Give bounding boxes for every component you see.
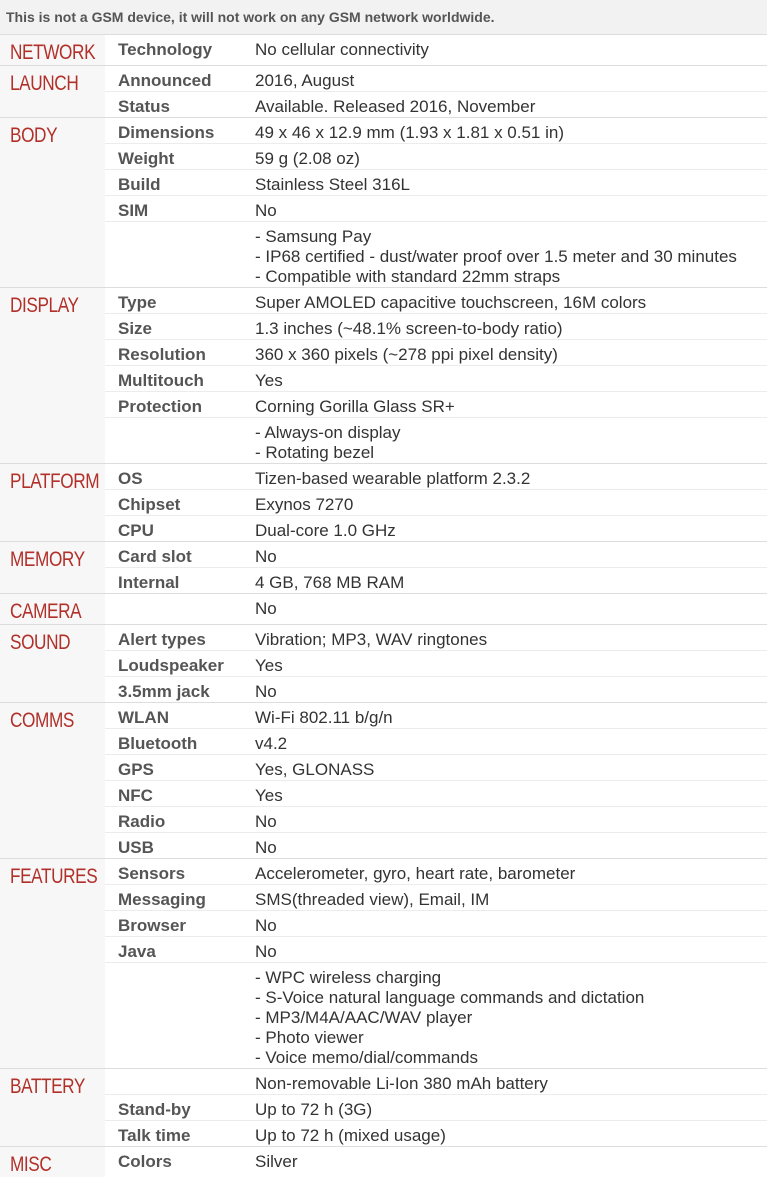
spec-value: 59 g (2.08 oz) bbox=[244, 144, 767, 170]
spec-row bbox=[0, 35, 767, 66]
spec-row bbox=[0, 314, 767, 340]
spec-title[interactable]: NFC bbox=[105, 781, 244, 807]
spec-category-heading[interactable] bbox=[0, 625, 105, 703]
spec-value: Silver bbox=[244, 1147, 767, 1177]
spec-title[interactable]: Radio bbox=[105, 807, 244, 833]
spec-row bbox=[0, 1095, 767, 1121]
spec-title[interactable]: USB bbox=[105, 833, 244, 859]
spec-title[interactable]: Stand-by bbox=[105, 1095, 244, 1121]
spec-row bbox=[0, 340, 767, 366]
spec-title[interactable]: Sensors bbox=[105, 859, 244, 885]
spec-row bbox=[0, 144, 767, 170]
spec-value: Yes bbox=[244, 366, 767, 392]
spec-row bbox=[0, 937, 767, 963]
spec-value: 49 x 46 x 12.9 mm (1.93 x 1.81 x 0.51 in) bbox=[244, 118, 767, 144]
spec-category-label: SOUND bbox=[10, 631, 70, 655]
spec-row bbox=[0, 859, 767, 885]
spec-title[interactable]: GPS bbox=[105, 755, 244, 781]
spec-value: 4 GB, 768 MB RAM bbox=[244, 568, 767, 594]
spec-row bbox=[0, 807, 767, 833]
spec-value: - Always-on display - Rotating bezel bbox=[244, 418, 767, 464]
spec-row bbox=[0, 755, 767, 781]
spec-value: v4.2 bbox=[244, 729, 767, 755]
spec-section-battery bbox=[0, 1069, 767, 1147]
spec-title[interactable]: SIM bbox=[105, 196, 244, 222]
spec-title bbox=[105, 418, 244, 464]
spec-value: 2016, August bbox=[244, 66, 767, 92]
spec-row bbox=[0, 729, 767, 755]
spec-value: Vibration; MP3, WAV ringtones bbox=[244, 625, 767, 651]
spec-title[interactable]: Messaging bbox=[105, 885, 244, 911]
spec-value: Dual-core 1.0 GHz bbox=[244, 516, 767, 542]
spec-section-comms bbox=[0, 703, 767, 859]
spec-title[interactable]: Dimensions bbox=[105, 118, 244, 144]
spec-category-label: DISPLAY bbox=[10, 294, 79, 318]
spec-row bbox=[0, 118, 767, 144]
spec-title[interactable]: Colors bbox=[105, 1147, 244, 1177]
spec-row bbox=[0, 885, 767, 911]
spec-value: Corning Gorilla Glass SR+ bbox=[244, 392, 767, 418]
spec-title[interactable]: Size bbox=[105, 314, 244, 340]
spec-row bbox=[0, 963, 767, 1069]
spec-row bbox=[0, 464, 767, 490]
spec-category-label: COMMS bbox=[10, 709, 74, 733]
spec-row bbox=[0, 222, 767, 288]
spec-category-heading[interactable] bbox=[0, 66, 105, 118]
spec-value: No bbox=[244, 677, 767, 703]
spec-row bbox=[0, 196, 767, 222]
spec-category-label: PLATFORM bbox=[10, 470, 99, 494]
spec-title[interactable]: Java bbox=[105, 937, 244, 963]
spec-title bbox=[105, 222, 244, 288]
spec-row bbox=[0, 92, 767, 118]
gsm-notice: This is not a GSM device, it will not work on any GSM network worldwide. bbox=[0, 0, 767, 34]
spec-value: 360 x 360 pixels (~278 ppi pixel density) bbox=[244, 340, 767, 366]
spec-value: Up to 72 h (3G) bbox=[244, 1095, 767, 1121]
spec-section-network bbox=[0, 35, 767, 66]
spec-section-memory bbox=[0, 542, 767, 594]
spec-row bbox=[0, 418, 767, 464]
spec-title[interactable]: Alert types bbox=[105, 625, 244, 651]
spec-title[interactable]: Announced bbox=[105, 66, 244, 92]
spec-title[interactable]: Bluetooth bbox=[105, 729, 244, 755]
spec-value: Available. Released 2016, November bbox=[244, 92, 767, 118]
spec-row bbox=[0, 568, 767, 594]
spec-category-label: MISC bbox=[10, 1153, 51, 1177]
spec-row bbox=[0, 366, 767, 392]
spec-title bbox=[105, 1069, 244, 1095]
spec-title[interactable]: Card slot bbox=[105, 542, 244, 568]
spec-value: No bbox=[244, 833, 767, 859]
spec-section-features bbox=[0, 859, 767, 1069]
spec-row bbox=[0, 392, 767, 418]
spec-category-label: CAMERA bbox=[10, 600, 81, 624]
spec-title[interactable]: Resolution bbox=[105, 340, 244, 366]
spec-value: Stainless Steel 316L bbox=[244, 170, 767, 196]
spec-category-label: BODY bbox=[10, 124, 57, 148]
spec-category-heading[interactable] bbox=[0, 594, 105, 625]
spec-section-launch bbox=[0, 66, 767, 118]
spec-row bbox=[0, 1147, 767, 1177]
spec-category-heading[interactable] bbox=[0, 288, 105, 464]
spec-value: No bbox=[244, 807, 767, 833]
spec-value: Yes bbox=[244, 781, 767, 807]
spec-title[interactable]: WLAN bbox=[105, 703, 244, 729]
spec-value: - Samsung Pay - IP68 certified - dust/water proof over 1.5 meter and 30 minutes - Compatible with standard 22mm straps bbox=[244, 222, 767, 288]
spec-title[interactable]: OS bbox=[105, 464, 244, 490]
spec-row bbox=[0, 703, 767, 729]
spec-category-heading[interactable] bbox=[0, 464, 105, 542]
spec-row bbox=[0, 911, 767, 937]
spec-row bbox=[0, 594, 767, 625]
spec-row bbox=[0, 288, 767, 314]
specs-table bbox=[0, 34, 767, 1177]
spec-title[interactable]: Protection bbox=[105, 392, 244, 418]
spec-title[interactable]: Multitouch bbox=[105, 366, 244, 392]
spec-value: No cellular connectivity bbox=[244, 35, 767, 66]
spec-category-label: FEATURES bbox=[10, 865, 97, 889]
spec-title bbox=[105, 594, 244, 625]
spec-value: Yes, GLONASS bbox=[244, 755, 767, 781]
spec-title[interactable]: Internal bbox=[105, 568, 244, 594]
spec-value: Tizen-based wearable platform 2.3.2 bbox=[244, 464, 767, 490]
spec-category-heading[interactable] bbox=[0, 703, 105, 859]
spec-title[interactable]: Type bbox=[105, 288, 244, 314]
spec-row bbox=[0, 66, 767, 92]
spec-section-body bbox=[0, 118, 767, 288]
spec-title[interactable]: Weight bbox=[105, 144, 244, 170]
spec-category-heading[interactable] bbox=[0, 542, 105, 594]
spec-row bbox=[0, 677, 767, 703]
spec-title[interactable]: Talk time bbox=[105, 1121, 244, 1147]
spec-value: Wi-Fi 802.11 b/g/n bbox=[244, 703, 767, 729]
spec-row bbox=[0, 625, 767, 651]
spec-value: No bbox=[244, 542, 767, 568]
spec-section-platform bbox=[0, 464, 767, 542]
spec-category-heading[interactable] bbox=[0, 35, 105, 66]
spec-value: No bbox=[244, 594, 767, 625]
spec-title[interactable]: Loudspeaker bbox=[105, 651, 244, 677]
spec-value: Yes bbox=[244, 651, 767, 677]
spec-title[interactable]: Chipset bbox=[105, 490, 244, 516]
spec-section-display bbox=[0, 288, 767, 464]
spec-title bbox=[105, 963, 244, 1069]
spec-value: Non-removable Li-Ion 380 mAh battery bbox=[244, 1069, 767, 1095]
spec-value: No bbox=[244, 911, 767, 937]
spec-title[interactable]: Browser bbox=[105, 911, 244, 937]
spec-row bbox=[0, 781, 767, 807]
spec-value: 1.3 inches (~48.1% screen-to-body ratio) bbox=[244, 314, 767, 340]
spec-row bbox=[0, 170, 767, 196]
spec-category-label: LAUNCH bbox=[10, 72, 78, 96]
spec-section-misc bbox=[0, 1147, 767, 1177]
spec-title[interactable]: Technology bbox=[105, 35, 244, 66]
spec-value: SMS(threaded view), Email, IM bbox=[244, 885, 767, 911]
spec-value: Up to 72 h (mixed usage) bbox=[244, 1121, 767, 1147]
spec-value: No bbox=[244, 937, 767, 963]
spec-row bbox=[0, 1069, 767, 1095]
spec-section-camera bbox=[0, 594, 767, 625]
spec-value: Accelerometer, gyro, heart rate, barometer bbox=[244, 859, 767, 885]
spec-title[interactable]: 3.5mm jack bbox=[105, 677, 244, 703]
spec-row bbox=[0, 1121, 767, 1147]
spec-title[interactable]: Build bbox=[105, 170, 244, 196]
spec-category-heading[interactable] bbox=[0, 859, 105, 1069]
spec-row bbox=[0, 833, 767, 859]
spec-category-heading[interactable] bbox=[0, 1147, 105, 1177]
spec-value: No bbox=[244, 196, 767, 222]
spec-category-label: NETWORK bbox=[10, 41, 95, 65]
spec-value: - WPC wireless charging - S-Voice natural language commands and dictation - MP3/M4A/AAC/WAV player - Photo viewer - Voice memo/dial/commands bbox=[244, 963, 767, 1069]
spec-title[interactable]: CPU bbox=[105, 516, 244, 542]
spec-value: Super AMOLED capacitive touchscreen, 16M colors bbox=[244, 288, 767, 314]
spec-row bbox=[0, 651, 767, 677]
spec-category-label: BATTERY bbox=[10, 1075, 85, 1099]
spec-section-sound bbox=[0, 625, 767, 703]
spec-row bbox=[0, 490, 767, 516]
spec-row bbox=[0, 516, 767, 542]
spec-category-label: MEMORY bbox=[10, 548, 85, 572]
spec-title[interactable]: Status bbox=[105, 92, 244, 118]
spec-row bbox=[0, 542, 767, 568]
spec-category-heading[interactable] bbox=[0, 1069, 105, 1147]
spec-category-heading[interactable] bbox=[0, 118, 105, 288]
spec-value: Exynos 7270 bbox=[244, 490, 767, 516]
